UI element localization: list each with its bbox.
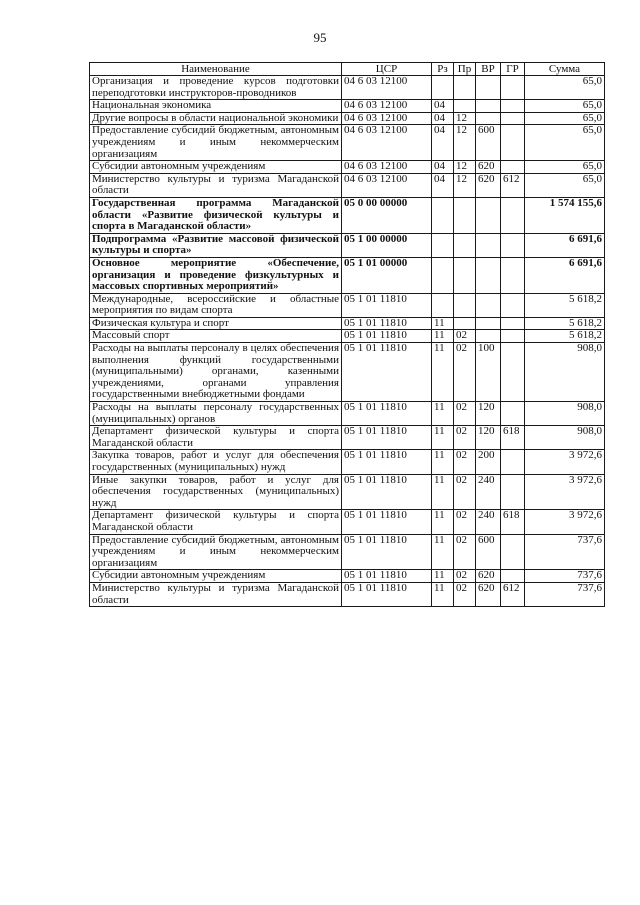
cell-vr: [476, 330, 501, 343]
cell-pr: 02: [454, 534, 476, 570]
cell-pr: 02: [454, 402, 476, 426]
cell-pr: 12: [454, 112, 476, 125]
cell-csr: 05 1 01 11810: [342, 293, 432, 317]
cell-rz: 04: [432, 125, 454, 161]
cell-name: Расходы на выплаты персоналу в целях обеспечения выполнения функций государственными (муниципальными) органами, казенными учреждениями, органами управления государственными внебюджетными фондами: [90, 343, 342, 402]
cell-sum: 65,0: [525, 100, 605, 113]
cell-vr: [476, 317, 501, 330]
cell-name: Основное мероприятие «Обеспечение, организация и проведение физкультурных и массовых спортивных мероприятий»: [90, 257, 342, 293]
cell-name: Международные, всероссийские и областные мероприятия по видам спорта: [90, 293, 342, 317]
table-row: [90, 293, 605, 317]
cell-pr: 02: [454, 426, 476, 450]
cell-csr: 04 6 03 12100: [342, 100, 432, 113]
cell-csr: 05 1 01 11810: [342, 317, 432, 330]
cell-pr: [454, 197, 476, 233]
cell-pr: 02: [454, 330, 476, 343]
cell-gr: [501, 570, 525, 583]
table-row: [90, 474, 605, 510]
table-row: [90, 402, 605, 426]
cell-rz: 04: [432, 161, 454, 174]
cell-sum: 908,0: [525, 343, 605, 402]
table-row: [90, 112, 605, 125]
cell-gr: [501, 197, 525, 233]
cell-pr: [454, 76, 476, 100]
cell-rz: 11: [432, 570, 454, 583]
cell-csr: 05 1 00 00000: [342, 233, 432, 257]
table-row: [90, 125, 605, 161]
cell-name: Департамент физической культуры и спорта Магаданской области: [90, 426, 342, 450]
cell-rz: 11: [432, 330, 454, 343]
cell-pr: [454, 100, 476, 113]
cell-sum: 3 972,6: [525, 510, 605, 534]
cell-gr: [501, 402, 525, 426]
cell-gr: [501, 343, 525, 402]
cell-gr: [501, 125, 525, 161]
cell-name: Массовый спорт: [90, 330, 342, 343]
cell-gr: [501, 330, 525, 343]
header-gr: ГР: [501, 63, 525, 76]
header-sum: Сумма: [525, 63, 605, 76]
cell-pr: 02: [454, 450, 476, 474]
cell-pr: [454, 233, 476, 257]
cell-gr: [501, 100, 525, 113]
cell-csr: 04 6 03 12100: [342, 112, 432, 125]
cell-gr: [501, 317, 525, 330]
cell-rz: 11: [432, 426, 454, 450]
cell-name: Министерство культуры и туризма Магаданской области: [90, 582, 342, 606]
cell-vr: 240: [476, 474, 501, 510]
cell-name: Предоставление субсидий бюджетным, автономным учреждениям и иным некоммерческим организациям: [90, 125, 342, 161]
cell-name: Субсидии автономным учреждениям: [90, 570, 342, 583]
cell-rz: [432, 233, 454, 257]
cell-sum: 65,0: [525, 161, 605, 174]
cell-pr: 02: [454, 582, 476, 606]
cell-name: Подпрограмма «Развитие массовой физической культуры и спорта»: [90, 233, 342, 257]
cell-vr: [476, 233, 501, 257]
cell-sum: 3 972,6: [525, 474, 605, 510]
cell-name: Государственная программа Магаданской области «Развитие физической культуры и спорта в Магаданской области»: [90, 197, 342, 233]
cell-vr: 620: [476, 173, 501, 197]
cell-csr: 05 0 00 00000: [342, 197, 432, 233]
cell-rz: 11: [432, 402, 454, 426]
table-row: [90, 173, 605, 197]
cell-name: Расходы на выплаты персоналу государственных (муниципальных) органов: [90, 402, 342, 426]
table-body: [90, 76, 605, 607]
cell-vr: 200: [476, 450, 501, 474]
cell-csr: 05 1 01 00000: [342, 257, 432, 293]
cell-csr: 05 1 01 11810: [342, 450, 432, 474]
cell-pr: 12: [454, 125, 476, 161]
cell-vr: 600: [476, 125, 501, 161]
cell-csr: 05 1 01 11810: [342, 330, 432, 343]
cell-csr: 05 1 01 11810: [342, 510, 432, 534]
budget-table: [89, 62, 605, 607]
cell-gr: [501, 161, 525, 174]
cell-sum: 737,6: [525, 534, 605, 570]
cell-rz: 11: [432, 474, 454, 510]
table-row: [90, 330, 605, 343]
header-name: Наименование: [90, 63, 342, 76]
cell-csr: 05 1 01 11810: [342, 534, 432, 570]
cell-csr: 05 1 01 11810: [342, 570, 432, 583]
cell-pr: 02: [454, 474, 476, 510]
cell-gr: [501, 534, 525, 570]
cell-rz: [432, 257, 454, 293]
cell-rz: 04: [432, 112, 454, 125]
cell-csr: 05 1 01 11810: [342, 426, 432, 450]
cell-vr: 100: [476, 343, 501, 402]
table-row: [90, 76, 605, 100]
table-row: [90, 534, 605, 570]
cell-vr: 620: [476, 161, 501, 174]
cell-csr: 05 1 01 11810: [342, 402, 432, 426]
cell-rz: 11: [432, 510, 454, 534]
cell-rz: 11: [432, 343, 454, 402]
cell-csr: 05 1 01 11810: [342, 474, 432, 510]
cell-pr: 12: [454, 161, 476, 174]
cell-sum: 5 618,2: [525, 330, 605, 343]
cell-sum: 737,6: [525, 582, 605, 606]
cell-sum: 737,6: [525, 570, 605, 583]
table-row: [90, 317, 605, 330]
cell-gr: [501, 112, 525, 125]
page-number: 95: [313, 30, 327, 45]
cell-vr: 620: [476, 582, 501, 606]
cell-name: Национальная экономика: [90, 100, 342, 113]
cell-vr: [476, 293, 501, 317]
cell-rz: [432, 197, 454, 233]
table-row: [90, 161, 605, 174]
cell-name: Иные закупки товаров, работ и услуг для обеспечения государственных (муниципальных) нужд: [90, 474, 342, 510]
cell-sum: 65,0: [525, 125, 605, 161]
cell-sum: 1 574 155,6: [525, 197, 605, 233]
cell-pr: 02: [454, 510, 476, 534]
cell-name: Другие вопросы в области национальной экономики: [90, 112, 342, 125]
cell-csr: 04 6 03 12100: [342, 125, 432, 161]
cell-vr: 620: [476, 570, 501, 583]
cell-gr: 612: [501, 582, 525, 606]
cell-csr: 04 6 03 12100: [342, 173, 432, 197]
cell-rz: 11: [432, 534, 454, 570]
cell-csr: 05 1 01 11810: [342, 343, 432, 402]
cell-gr: 618: [501, 510, 525, 534]
cell-vr: [476, 257, 501, 293]
cell-sum: 6 691,6: [525, 233, 605, 257]
cell-csr: 05 1 01 11810: [342, 582, 432, 606]
cell-sum: 3 972,6: [525, 450, 605, 474]
cell-sum: 908,0: [525, 402, 605, 426]
cell-sum: 5 618,2: [525, 317, 605, 330]
cell-gr: [501, 76, 525, 100]
cell-gr: [501, 474, 525, 510]
cell-rz: 11: [432, 450, 454, 474]
cell-csr: 04 6 03 12100: [342, 76, 432, 100]
cell-sum: 65,0: [525, 173, 605, 197]
cell-gr: [501, 450, 525, 474]
cell-vr: [476, 76, 501, 100]
table-row: [90, 510, 605, 534]
table-row: [90, 100, 605, 113]
cell-rz: 11: [432, 317, 454, 330]
cell-sum: 65,0: [525, 76, 605, 100]
cell-rz: 04: [432, 173, 454, 197]
table-header-row: [90, 63, 605, 76]
cell-gr: 618: [501, 426, 525, 450]
cell-name: Закупка товаров, работ и услуг для обеспечения государственных (муниципальных) нужд: [90, 450, 342, 474]
cell-name: Субсидии автономным учреждениям: [90, 161, 342, 174]
cell-sum: 65,0: [525, 112, 605, 125]
header-csr: ЦСР: [342, 63, 432, 76]
table-row: [90, 570, 605, 583]
table-row: [90, 197, 605, 233]
cell-sum: 908,0: [525, 426, 605, 450]
cell-rz: 11: [432, 582, 454, 606]
cell-vr: [476, 100, 501, 113]
cell-vr: 240: [476, 510, 501, 534]
cell-name: Организация и проведение курсов подготовки переподготовки инструкторов-проводников: [90, 76, 342, 100]
header-rz: Рз: [432, 63, 454, 76]
cell-gr: [501, 233, 525, 257]
cell-vr: 600: [476, 534, 501, 570]
table-row: [90, 426, 605, 450]
cell-name: Предоставление субсидий бюджетным, автономным учреждениям и иным некоммерческим организациям: [90, 534, 342, 570]
table-row: [90, 450, 605, 474]
cell-sum: 5 618,2: [525, 293, 605, 317]
cell-gr: 612: [501, 173, 525, 197]
cell-name: Физическая культура и спорт: [90, 317, 342, 330]
cell-vr: 120: [476, 402, 501, 426]
cell-gr: [501, 293, 525, 317]
table-row: [90, 343, 605, 402]
cell-vr: [476, 197, 501, 233]
cell-rz: [432, 76, 454, 100]
header-vr: ВР: [476, 63, 501, 76]
header-pr: Пр: [454, 63, 476, 76]
cell-vr: 120: [476, 426, 501, 450]
cell-name: Департамент физической культуры и спорта Магаданской области: [90, 510, 342, 534]
cell-pr: 02: [454, 343, 476, 402]
cell-vr: [476, 112, 501, 125]
table-row: [90, 582, 605, 606]
cell-rz: [432, 293, 454, 317]
cell-pr: [454, 317, 476, 330]
cell-pr: [454, 257, 476, 293]
cell-pr: [454, 293, 476, 317]
table-row: [90, 233, 605, 257]
cell-name: Министерство культуры и туризма Магаданской области: [90, 173, 342, 197]
cell-gr: [501, 257, 525, 293]
cell-csr: 04 6 03 12100: [342, 161, 432, 174]
cell-pr: 12: [454, 173, 476, 197]
table-row: [90, 257, 605, 293]
cell-rz: 04: [432, 100, 454, 113]
cell-sum: 6 691,6: [525, 257, 605, 293]
cell-pr: 02: [454, 570, 476, 583]
